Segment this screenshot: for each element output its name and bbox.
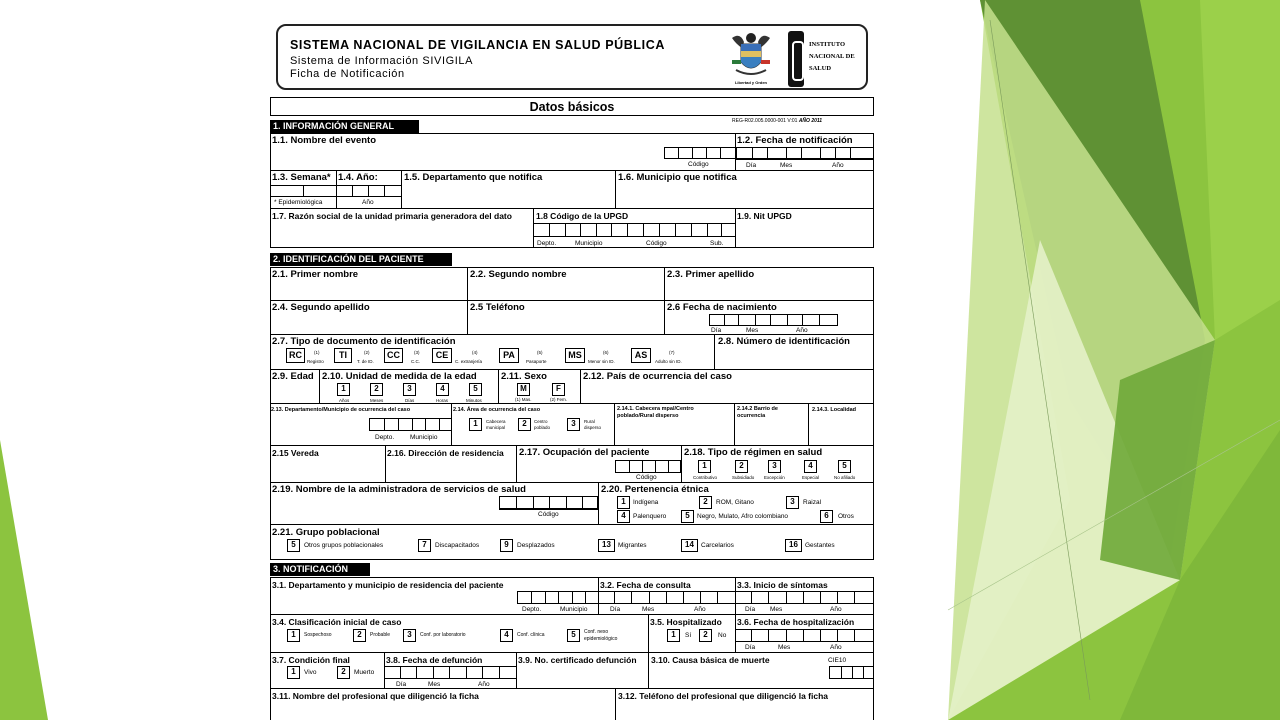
field-label-administradora: 2.19. Nombre de la administradora de servicios de salud [272,484,526,495]
system-title: SISTEMA NACIONAL DE VIGILANCIA EN SALUD PÚBLICA [290,38,665,52]
doc-option-rc-label: Registro [307,359,324,364]
field-label-clasificacion: 3.4. Clasificación inicial de caso [272,617,402,627]
form-title-box [270,97,874,116]
doc-option-ti-label: T. de ID. [357,359,374,364]
field-label-sexo: 2.11. Sexo [501,371,547,382]
group-label-7: Discapacitados [435,542,480,549]
onset-year-label: Año [830,606,842,613]
upgd-sub-label: Sub. [710,240,724,247]
field-label-barrio-a: 2.14.2 Barrio de [737,406,778,412]
group-label-16: Gestantes [805,542,835,549]
regime-label-1: Contributivo [693,475,718,480]
hospitalized-option-no[interactable]: 2 [699,629,712,642]
age-unit-label-2: Meses [370,398,384,403]
instituto-nacional-de-salud-logo [788,31,866,87]
ethnicity-label-2: ROM, Gitano [716,499,754,506]
ethnicity-label-3: Raizal [803,499,822,506]
field-label-grupo-poblacional: 2.21. Grupo poblacional [272,527,380,538]
doc-option-cc[interactable]: CC [384,348,403,363]
field-label-edad: 2.9. Edad [272,371,314,382]
consultation-year-label: Año [694,606,706,613]
form-reg-code: REG-R02.005.0000-001 V:01 AÑO 2011 [732,118,823,124]
field-label-area-ocurrencia: 2.14. Área de ocurrencia del caso [453,407,541,413]
symptom-onset-date-input[interactable] [735,591,874,604]
sex-option-f-label: (2) Fem. [550,397,568,402]
field-label-semana: 1.3. Semana* [272,172,331,183]
doc-option-pa[interactable]: PA [499,348,519,363]
doc-option-ti-number: (2) [364,350,370,355]
ethnicity-label-5: Negro, Mulato, Afro colombiano [697,513,789,520]
occurrence-location-input[interactable] [369,418,452,431]
residence-depto-label: Depto. [522,606,542,613]
doc-option-cc-number: (3) [414,350,420,355]
death-month-label: Mes [428,681,441,688]
age-unit-option-2[interactable]: 2 [370,383,383,396]
onset-month-label: Mes [770,606,783,613]
event-code-input[interactable] [664,147,736,159]
doc-option-as-number: (7) [669,350,675,355]
field-label-cabecera-b: poblado/Rural disperso [617,413,679,419]
classification-option-3[interactable]: 3 [403,629,416,642]
age-unit-label-1: Años [339,398,350,403]
field-label-departamento-notifica: 1.5. Departamento que notifica [404,172,543,183]
ethnicity-option-4[interactable]: 4 [617,510,630,523]
field-label-unidad-edad: 2.10. Unidad de medida de la edad [322,371,477,382]
field-label-ano: 1.4. Año: [338,172,378,183]
field-label-primer-nombre: 2.1. Primer nombre [272,269,359,280]
ethnicity-option-1[interactable]: 1 [617,496,630,509]
field-label-pais-ocurrencia: 2.12. País de ocurrencia del caso [583,371,732,382]
regime-label-5: No afiliado [834,475,856,480]
section-2-header: 2. IDENTIFICACIÓN DEL PACIENTE [270,253,452,266]
occupation-code-input[interactable] [615,460,681,473]
field-label-barrio-b: ocurrencia [737,413,766,419]
year-note: Año [362,199,374,206]
upgd-code-input[interactable] [533,223,735,237]
doc-option-rc-number: (1) [314,350,320,355]
doc-option-ms-label: Menor sin ID. [588,359,615,364]
notification-date-input[interactable] [736,147,874,159]
area-option-3[interactable]: 3 [567,418,580,431]
field-label-certificado-defuncion: 3.9. No. certificado defunción [518,655,637,665]
group-option-7[interactable]: 7 [418,539,431,552]
age-unit-option-1[interactable]: 1 [337,383,350,396]
death-day-label: Día [396,681,407,688]
field-label-segundo-nombre: 2.2. Segundo nombre [470,269,567,280]
ins-s-mark-icon [788,31,804,87]
field-label-pertenencia-etnica: 2.20. Pertenencia étnica [601,484,709,495]
form-title: Datos básicos [529,100,615,114]
ethnicity-option-3[interactable]: 3 [786,496,799,509]
ethnicity-label-6: Otros [838,513,854,520]
classification-option-2[interactable]: 2 [353,629,366,642]
area-label-1a: Cabecera [486,419,506,424]
form-type: Ficha de Notificación [290,68,405,80]
consultation-day-label: Día [610,606,621,613]
upgd-codigo-label: Código [646,240,667,247]
eps-code-input[interactable] [499,496,598,509]
regime-option-5[interactable]: 5 [838,460,851,473]
area-label-2a: Centro [534,419,548,424]
death-cause-code-input[interactable] [829,666,874,679]
age-unit-label-5: Minutos [466,398,482,403]
left-green-wedge [0,440,48,720]
doc-option-pa-label: Pasaporte [526,359,547,364]
classification-label-2: Probable [370,632,391,638]
regime-option-2[interactable]: 2 [735,460,748,473]
classification-option-5[interactable]: 5 [567,629,580,642]
hosp-year-label: Año [830,644,842,651]
ins-logo-line2: NACIONAL DE [809,53,855,60]
area-label-1b: municipal [486,425,506,430]
age-unit-option-5[interactable]: 5 [469,383,482,396]
doc-option-as[interactable]: AS [631,348,651,363]
classification-label-4: Conf. clínica [517,632,545,638]
group-label-13: Migrantes [618,542,647,549]
date-year-label: Año [832,162,844,169]
occurrence-municipio-label: Municipio [410,434,438,441]
cie10-label: CIE10 [828,657,847,664]
doc-option-cc-label: C.C. [411,359,420,364]
group-option-9[interactable]: 9 [500,539,513,552]
regime-label-3: Excepción [764,475,785,480]
residence-location-input[interactable] [517,591,598,604]
occurrence-depto-label: Depto. [375,434,395,441]
colombia-coat-of-arms-logo [726,30,776,88]
doc-option-ti[interactable]: TI [334,348,352,363]
age-unit-label-3: Días [405,398,415,403]
field-label-telefono-profesional: 3.12. Teléfono del profesional que diligenció la ficha [618,691,829,701]
field-label-numero-identificacion: 2.8. Número de identificación [718,336,850,347]
area-option-1[interactable]: 1 [469,418,482,431]
group-option-16[interactable]: 16 [785,539,802,552]
group-label-9: Desplazados [517,542,555,549]
residence-municipio-label: Municipio [560,606,588,613]
hospitalized-yes-label: Sí [685,632,692,639]
field-label-inicio-sintomas: 3.3. Inicio de síntomas [737,580,828,590]
date-day-label: Día [746,162,757,169]
final-condition-label-1: Vivo [304,669,317,676]
birth-day-label: Día [711,327,722,334]
field-label-fecha-hospitalizacion: 3.6. Fecha de hospitalización [737,617,855,627]
field-label-segundo-apellido: 2.4. Segundo apellido [272,302,370,313]
age-unit-label-4: Horas [436,398,449,403]
final-condition-option-1[interactable]: 1 [287,666,300,679]
eps-code-label: Código [538,511,559,518]
field-label-vereda: 2.15 Vereda [272,448,319,458]
age-unit-option-4[interactable]: 4 [436,383,449,396]
doc-option-pa-number: (5) [537,350,543,355]
field-label-ocupacion: 2.17. Ocupación del paciente [519,447,650,458]
field-label-localidad: 2.14.3. Localidad [812,407,857,413]
hosp-day-label: Día [745,644,756,651]
field-label-hospitalizado: 3.5. Hospitalizado [650,617,722,627]
death-date-input[interactable] [384,666,516,679]
field-label-depto-mun-ocurrencia: 2.13. Departamento/Municipio de ocurrencia del caso [271,407,411,413]
ethnicity-option-5[interactable]: 5 [681,510,694,523]
section-1-header: 1. INFORMACIÓN GENERAL [270,120,419,133]
sex-option-m[interactable]: M [517,383,530,396]
hospitalization-date-input[interactable] [735,629,874,642]
field-label-fecha-defuncion: 3.8. Fecha de defunción [386,655,483,665]
event-code-label: Código [688,161,709,168]
field-label-fecha-consulta: 3.2. Fecha de consulta [600,580,691,590]
area-label-3b: disperso [584,425,602,430]
group-option-13[interactable]: 13 [598,539,615,552]
field-label-telefono: 2.5 Teléfono [470,302,525,313]
ethnicity-option-2[interactable]: 2 [699,496,712,509]
form-header [276,24,868,90]
occupation-code-label: Código [636,474,657,481]
field-label-condicion-final: 3.7. Condición final [272,655,350,665]
doc-option-ce-number: (4) [472,350,478,355]
ins-logo-line1: INSTITUTO [809,41,846,48]
doc-option-ms-number: (6) [603,350,609,355]
field-label-primer-apellido: 2.3. Primer apellido [667,269,755,280]
birth-year-label: Año [796,327,808,334]
regime-option-4[interactable]: 4 [804,460,817,473]
field-label-nombre-profesional: 3.11. Nombre del profesional que diligenció la ficha [272,691,479,701]
regime-option-1[interactable]: 1 [698,460,711,473]
group-option-5[interactable]: 5 [287,539,300,552]
section-3-header: 3. NOTIFICACIÓN [270,563,370,576]
group-label-14: Carcelarios [701,542,734,549]
regime-label-2: Subsidiado [732,475,755,480]
system-subtitle: Sistema de Información SIVIGILA [290,55,474,67]
year-input[interactable] [336,185,401,197]
regime-label-4: Especial [802,475,820,480]
field-label-cabecera-a: 2.14.1. Cabecera mpal/Centro [617,406,694,412]
field-label-municipio-notifica: 1.6. Municipio que notifica [618,172,737,183]
area-option-2[interactable]: 2 [518,418,531,431]
doc-option-rc[interactable]: RC [286,348,305,363]
classification-label-5a: Conf. nexo [584,629,609,635]
ethnicity-label-4: Palenquero [633,513,667,520]
field-label-regimen: 2.18. Tipo de régimen en salud [684,447,823,458]
field-label-razon-social: 1.7. Razón social de la unidad primaria generadora del dato [272,211,512,221]
field-label-direccion: 2.16. Dirección de residencia [387,448,504,458]
classification-label-3: Conf. por laboratorio [420,632,466,638]
ins-logo-line3: SALUD [809,65,832,72]
upgd-municipio-label: Municipio [575,240,603,247]
field-label-causa-muerte: 3.10. Causa básica de muerte [651,655,770,665]
doc-option-as-label: Adulto sin ID. [655,359,682,364]
classification-option-4[interactable]: 4 [500,629,513,642]
classification-label-1: Sospechoso [304,632,332,638]
date-month-label: Mes [780,162,793,169]
field-label-fecha-nacimiento: 2.6 Fecha de nacimiento [667,302,777,313]
ethnicity-label-1: Indígena [633,499,659,506]
consultation-month-label: Mes [642,606,655,613]
field-label-nit-upgd: 1.9. Nit UPGD [737,211,792,221]
birth-date-input[interactable] [709,314,838,326]
age-unit-option-3[interactable]: 3 [403,383,416,396]
group-option-14[interactable]: 14 [681,539,698,552]
hosp-month-label: Mes [778,644,791,651]
field-label-fecha-notificacion: 1.2. Fecha de notificación [737,135,853,146]
field-label-tipo-documento: 2.7. Tipo de documento de identificación [272,336,456,347]
upgd-depto-label: Depto. [537,240,557,247]
birth-month-label: Mes [746,327,759,334]
field-label-codigo-upgd: 1.8 Código de la UPGD [536,211,629,221]
doc-option-ce[interactable]: CE [432,348,452,363]
sex-option-f[interactable]: F [552,383,565,396]
field-label-residencia: 3.1. Departamento y municipio de residencia del paciente [272,580,504,590]
final-condition-option-2[interactable]: 2 [337,666,350,679]
consultation-date-input[interactable] [598,591,735,604]
hospitalized-no-label: No [718,632,727,639]
onset-day-label: Día [745,606,756,613]
hospitalized-option-yes[interactable]: 1 [667,629,680,642]
final-condition-label-2: Muerto [354,669,375,676]
field-label-nombre-evento: 1.1. Nombre del evento [272,135,377,146]
sex-option-m-label: (1) Mas. [515,397,532,402]
seal-motto: Libertad y Orden [734,80,767,85]
area-label-2b: poblado [534,425,551,430]
group-label-5: Otros grupos poblacionales [304,542,384,549]
classification-option-1[interactable]: 1 [287,629,300,642]
doc-option-ms[interactable]: MS [565,348,585,363]
ethnicity-option-6[interactable]: 6 [820,510,833,523]
classification-label-5b: epidemiológico [584,636,618,642]
regime-option-3[interactable]: 3 [768,460,781,473]
week-note: * Epidemiológica [274,199,323,206]
doc-option-ce-label: C. extranjería [455,359,483,364]
death-year-label: Año [478,681,490,688]
week-input[interactable] [270,185,336,197]
area-label-3a: Rural [584,419,595,424]
